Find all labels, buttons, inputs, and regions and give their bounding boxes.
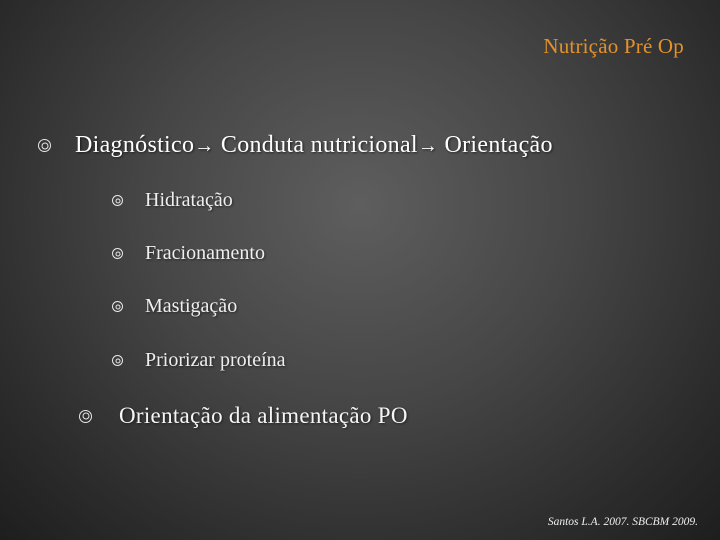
double-ring-bullet-icon — [112, 195, 123, 206]
sub-bullet-item — [112, 295, 237, 318]
main-bullet-text — [75, 132, 553, 159]
main-bullet-part3: Orientação — [438, 132, 553, 158]
main-bullet-part2: Conduta nutricional — [214, 132, 418, 158]
main-bullet-part1: Diagnóstico — [75, 132, 195, 158]
double-ring-bullet-icon — [112, 355, 123, 366]
double-ring-bullet-icon — [38, 139, 51, 152]
slide-title: Nutrição Pré Op — [543, 34, 684, 58]
second-bullet — [79, 403, 408, 429]
sub-bullet-label: Priorizar proteína — [145, 349, 286, 371]
double-ring-bullet-icon — [112, 248, 123, 259]
sub-bullet-label: Hidratação — [145, 189, 233, 211]
sub-bullet-label: Mastigação — [145, 295, 238, 317]
arrow-icon: → — [417, 135, 439, 157]
second-bullet-text: Orientação da alimentação PO — [119, 403, 408, 428]
sub-bullet-item — [112, 349, 286, 372]
main-bullet — [38, 132, 553, 159]
double-ring-bullet-icon — [79, 410, 92, 423]
sub-bullet-label: Fracionamento — [145, 242, 265, 264]
arrow-icon: → — [194, 135, 215, 157]
citation: Santos L.A. 2007. SBCBM 2009. — [547, 516, 698, 528]
double-ring-bullet-icon — [112, 301, 123, 312]
sub-bullet-item — [112, 242, 265, 265]
sub-bullet-item — [112, 189, 233, 212]
